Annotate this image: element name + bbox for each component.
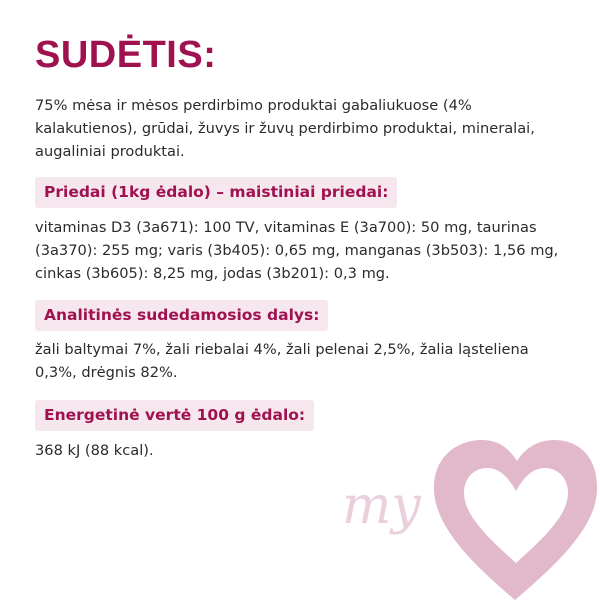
analytical-label: Analitinės sudedamosios dalys: (35, 300, 328, 331)
energy-label: Energetinė vertė 100 g ėdalo: (35, 400, 314, 431)
page-title: SUDĖTIS: (35, 34, 217, 76)
heart-shape (434, 440, 597, 600)
my-heart-logo (330, 435, 600, 600)
energy-text: 368 kJ (88 kcal). (35, 442, 154, 459)
heart-icon (330, 435, 600, 600)
composition-text: 75% mėsa ir mėsos perdirbimo produktai gabaliukuose (4% kalakutienos), grūdai, žuvys ir žuvų perdirbimo produktai, mineralai, augaliniai produktai. (35, 97, 535, 160)
additives-text: vitaminas D3 (3a671): 100 TV, vitaminas E (3a700): 50 mg, taurinas (3a370): 255 mg; varis (3b405): 0,65 mg, manganas (3b503): 1,56 mg, cinkas (3b605): 8,25 mg, jodas (3b201): 0,3 mg. (35, 219, 559, 282)
logo-script-text: my (342, 476, 421, 536)
additives-label: Priedai (1kg ėdalo) – maistiniai priedai: (35, 177, 397, 208)
analytical-text: žali baltymai 7%, žali riebalai 4%, žali pelenai 2,5%, žalia ląsteliena 0,3%, drėgnis 82%. (35, 341, 529, 381)
